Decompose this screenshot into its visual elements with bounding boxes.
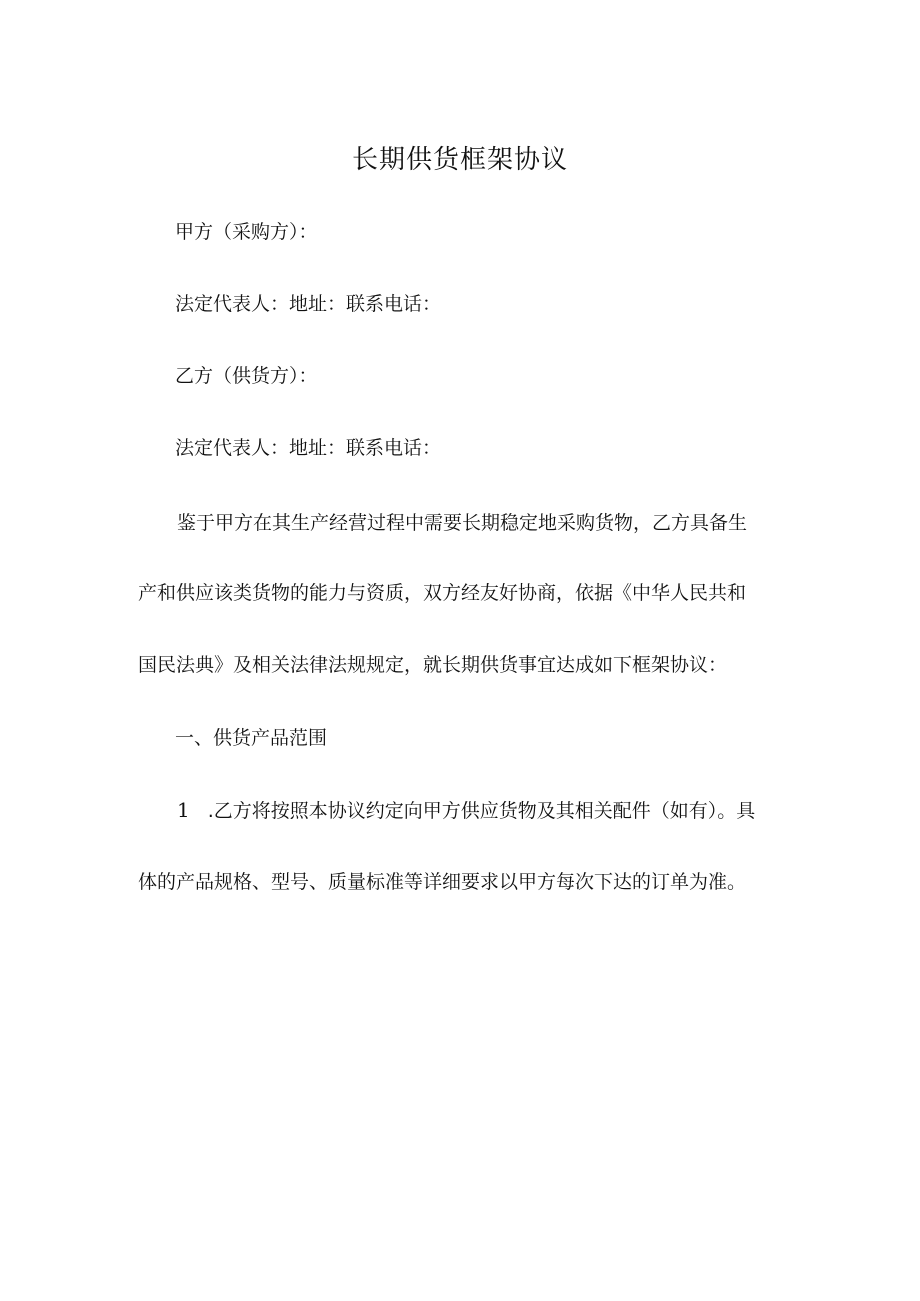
- clause-1-text: .乙方将按照本协议约定向甲方供应货物及其相关配件（如有）。具: [207, 800, 756, 822]
- preamble-line-3: 国民法典》及相关法律法规规定，就长期供货事宜达成如下框架协议：: [138, 654, 728, 676]
- clause-1-line-1: [177, 795, 755, 826]
- section-1-heading: 一、供货产品范围: [175, 727, 328, 749]
- document-title: 长期供货框架协议: [351, 145, 568, 175]
- party-a-line: 甲方（采购方）：: [175, 221, 318, 243]
- clause-1-line-2: 体的产品规格、型号、质量标准等详细要求以甲方每次下达的订单为准。: [138, 871, 747, 893]
- party-a-details: 法定代表人：地址：联系电话：: [175, 293, 442, 315]
- party-b-line: 乙方（供货方）：: [175, 365, 318, 387]
- preamble-line-2: 产和供应该类货物的能力与资质，双方经友好协商，依据《中华人民共和: [138, 582, 747, 604]
- party-b-details: 法定代表人：地址：联系电话：: [175, 437, 442, 459]
- preamble-line-1: 鉴于甲方在其生产经营过程中需要长期稳定地采购货物，乙方具备生: [177, 512, 748, 534]
- clause-1-number: 1: [177, 798, 190, 822]
